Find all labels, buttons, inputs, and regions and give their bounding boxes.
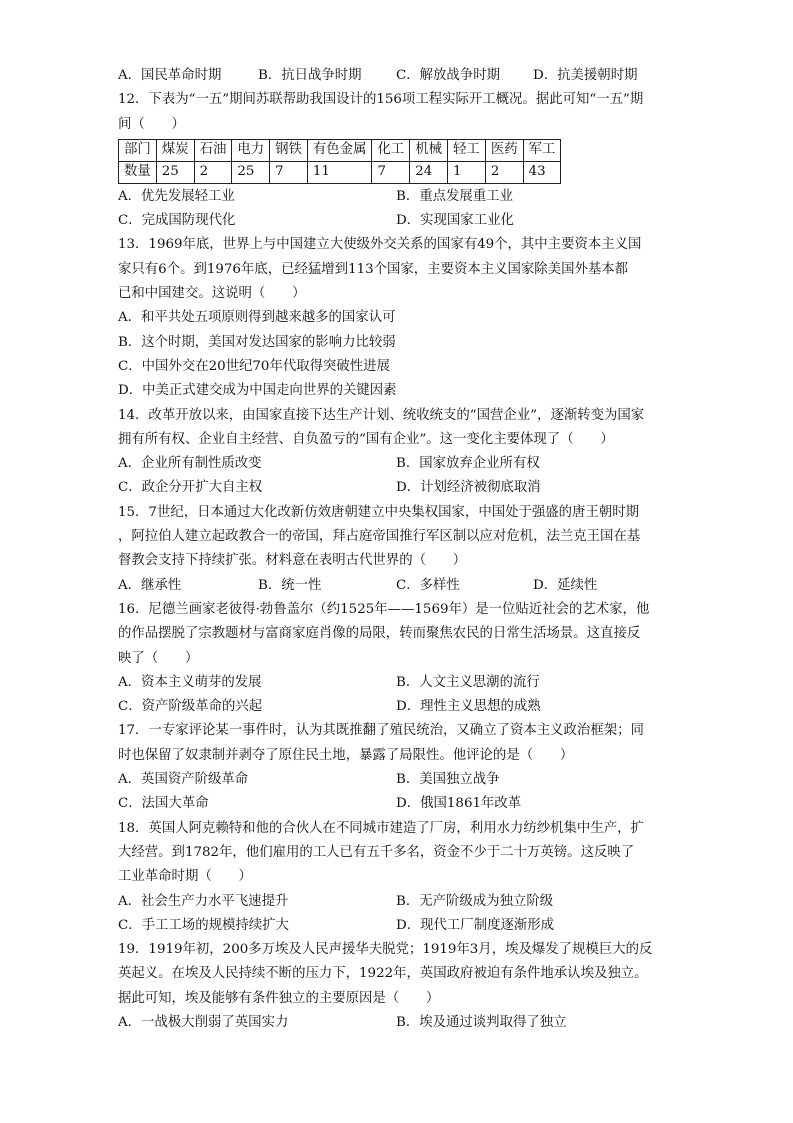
- question-14: [118, 404, 678, 501]
- q18-option-d[interactable]: D．现代工厂制度逐渐形成: [396, 917, 555, 933]
- table-cell: 轻工: [448, 139, 486, 161]
- q11-option-b[interactable]: B．抗日战争时期: [258, 68, 362, 83]
- q16-options-row-1: [118, 671, 678, 695]
- q13-stem-line-1: 13．1969年底，世界上与中国建立大使级外交关系的国家有49个，其中主要资本主义国: [118, 237, 642, 253]
- table-cell: 钢铁: [270, 139, 308, 161]
- q17-options-row-1: [118, 768, 678, 792]
- table-cell: 化工: [372, 139, 410, 161]
- q17-option-b[interactable]: B．美国独立战争: [396, 772, 500, 788]
- q14-stem-line-2: 拥有所有权、企业自主经营、自负盈亏的“国有企业”。这一变化主要体现了（ ）: [118, 431, 614, 447]
- q19-stem-line-1: 19．1919年初，200多万埃及人民声援华夫脱党；1919年3月，埃及爆发了规模巨大的反: [118, 942, 653, 958]
- q14-option-a[interactable]: A．企业所有制性质改变: [118, 456, 262, 472]
- q12-stem-line-1: 12．下表为“一五”期间苏联帮助我国设计的156项工程实际开工概况。据此可知“一五”期: [118, 92, 644, 108]
- question-15: [118, 501, 678, 598]
- q18-option-b[interactable]: B．无产阶级成为独立阶级: [396, 893, 554, 909]
- q17-stem-line-1: 17．一专家评论某一事件时，认为其既推翻了殖民统治，又确立了资本主义政治框架；同: [118, 723, 644, 739]
- q15-option-b[interactable]: B．统一性: [258, 577, 322, 593]
- q12-option-d[interactable]: D．实现国家工业化: [396, 213, 514, 229]
- table-cell: 石油: [194, 139, 232, 161]
- table-cell: 有色金属: [307, 139, 372, 161]
- q17-stem-line-2: 时也保留了奴隶制并剥夺了原住民土地，暴露了局限性。他评论的是（ ）: [118, 747, 574, 763]
- q11-options: [118, 64, 678, 88]
- q12-stem-line-2: 间（ ）: [118, 116, 185, 132]
- table-cell: 医药: [485, 139, 523, 161]
- q16-options-row-2: [118, 695, 678, 719]
- table-cell: 数量: [119, 161, 157, 183]
- q16-stem-line-1: 16．尼德兰画家老彼得·勃鲁盖尔（约1525年——1569年）是一位贴近社会的艺术家，他: [118, 601, 650, 617]
- q13-stem-line-2: 家只有6个。到1976年底，已经猛增到113个国家，主要资本主义国家除美国外基本都: [118, 261, 629, 277]
- q14-option-c[interactable]: C．政企分开扩大自主权: [118, 480, 263, 496]
- table-cell: 机械: [410, 139, 448, 161]
- table-cell: 25: [156, 161, 194, 183]
- q13-option-b[interactable]: B．这个时期，美国对发达国家的影响力比较弱: [118, 334, 396, 350]
- question-12: [118, 88, 678, 233]
- q13-option-a[interactable]: A．和平共处五项原则得到越来越多的国家认可: [118, 310, 396, 326]
- q17-option-a[interactable]: A．英国资产阶级革命: [118, 772, 249, 788]
- q13-option-d[interactable]: D．中美正式建交成为中国走向世界的关键因素: [118, 383, 397, 399]
- table-row: [119, 161, 561, 183]
- table-cell: 1: [448, 161, 486, 183]
- q12-options-row-2: [118, 209, 678, 233]
- q15-stem-line-3: 督教会支持下持续扩张。材料意在表明古代世界的（ ）: [118, 553, 467, 569]
- q18-option-c[interactable]: C．手工工场的规模持续扩大: [118, 917, 289, 933]
- q16-option-d[interactable]: D．理性主义思想的成熟: [396, 699, 541, 715]
- q18-options-row-1: [118, 890, 678, 914]
- q18-stem-line-1: 18．英国人阿克赖特和他的合伙人在不同城市建造了厂房，利用水力纺纱机集中生产，扩: [118, 820, 644, 836]
- question-list: [118, 64, 678, 1035]
- q14-option-b[interactable]: B．国家放弃企业所有权: [396, 456, 540, 472]
- q11-option-a[interactable]: A．国民革命时期: [118, 68, 222, 83]
- q15-option-d[interactable]: D．延续性: [533, 577, 598, 593]
- table-cell: 2: [194, 161, 232, 183]
- question-16: [118, 598, 678, 719]
- q17-options-row-2: [118, 792, 678, 816]
- q12-data-table: [118, 139, 561, 184]
- q11-option-c[interactable]: C．解放战争时期: [396, 68, 500, 83]
- table-cell: 43: [523, 161, 561, 183]
- q15-options: [118, 574, 678, 598]
- q13-stem-line-3: 已和中国建交。这说明（ ）: [118, 286, 306, 302]
- table-cell: 7: [270, 161, 308, 183]
- q12-option-a[interactable]: A．优先发展轻工业: [118, 188, 235, 204]
- q17-option-d[interactable]: D．俄国1861年改革: [396, 796, 522, 812]
- q15-stem-line-1: 15．7世纪，日本通过大化改新仿效唐朝建立中央集权国家，中国处于强盛的唐王朝时期: [118, 504, 640, 520]
- table-cell: 部门: [119, 139, 157, 161]
- q19-stem-line-3: 据此可知，埃及能够有条件独立的主要原因是（ ）: [118, 990, 440, 1006]
- question-13: [118, 233, 678, 403]
- table-cell: 7: [372, 161, 410, 183]
- q14-option-d[interactable]: D．计划经济被彻底取消: [396, 480, 541, 496]
- q17-option-c[interactable]: C．法国大革命: [118, 796, 209, 812]
- q16-stem-line-3: 映了（ ）: [118, 650, 199, 666]
- q16-option-b[interactable]: B．人文主义思潮的流行: [396, 674, 540, 690]
- q16-stem-line-2: 的作品摆脱了宗教题材与富商家庭肖像的局限，转而聚焦农民的日常生活场景。这直接反: [118, 626, 641, 642]
- q12-option-b[interactable]: B．重点发展重工业: [396, 188, 513, 204]
- q18-stem-line-2: 大经营。到1782年，他们雇用的工人已有五千多名，资金不少于二十万英镑。这反映了: [118, 844, 635, 860]
- q12-options-row-1: [118, 185, 678, 209]
- q15-stem-line-2: ，阿拉伯人建立起政教合一的帝国，拜占庭帝国推行军区制以应对危机，法兰克王国在基: [118, 529, 641, 545]
- question-19: [118, 938, 678, 1035]
- question-17: [118, 719, 678, 816]
- table-cell: 2: [485, 161, 523, 183]
- q16-option-a[interactable]: A．资本主义萌芽的发展: [118, 674, 262, 690]
- table-header-row: [119, 139, 561, 161]
- table-cell: 11: [307, 161, 372, 183]
- q14-options-row-2: [118, 476, 678, 500]
- q14-options-row-1: [118, 452, 678, 476]
- table-cell: 24: [410, 161, 448, 183]
- question-18: [118, 817, 678, 938]
- table-cell: 电力: [232, 139, 270, 161]
- q19-options-row-1: [118, 1011, 678, 1035]
- q19-option-a[interactable]: A．一战极大削弱了英国实力: [118, 1014, 289, 1030]
- table-cell: 军工: [523, 139, 561, 161]
- q18-stem-line-3: 工业革命时期（ ）: [118, 869, 252, 885]
- q18-option-a[interactable]: A．社会生产力水平飞速提升: [118, 893, 289, 909]
- q15-option-a[interactable]: A．继承性: [118, 577, 182, 593]
- table-cell: 煤炭: [156, 139, 194, 161]
- q14-stem-line-1: 14．改革开放以来，由国家直接下达生产计划、统收统支的“国营企业”，逐渐转变为国家: [118, 407, 645, 423]
- q18-options-row-2: [118, 914, 678, 938]
- q13-option-c[interactable]: C．中国外交在20世纪70年代取得突破性进展: [118, 358, 390, 374]
- q12-option-c[interactable]: C．完成国防现代化: [118, 213, 236, 229]
- table-cell: 25: [232, 161, 270, 183]
- q19-stem-line-2: 英起义。在埃及人民持续不断的压力下，1922年，英国政府被迫有条件地承认埃及独立。: [118, 966, 648, 982]
- q11-option-d[interactable]: D．抗美援朝时期: [533, 68, 638, 83]
- q15-option-c[interactable]: C．多样性: [396, 577, 460, 593]
- q19-option-b[interactable]: B．埃及通过谈判取得了独立: [396, 1014, 567, 1030]
- q16-option-c[interactable]: C．资产阶级革命的兴起: [118, 699, 263, 715]
